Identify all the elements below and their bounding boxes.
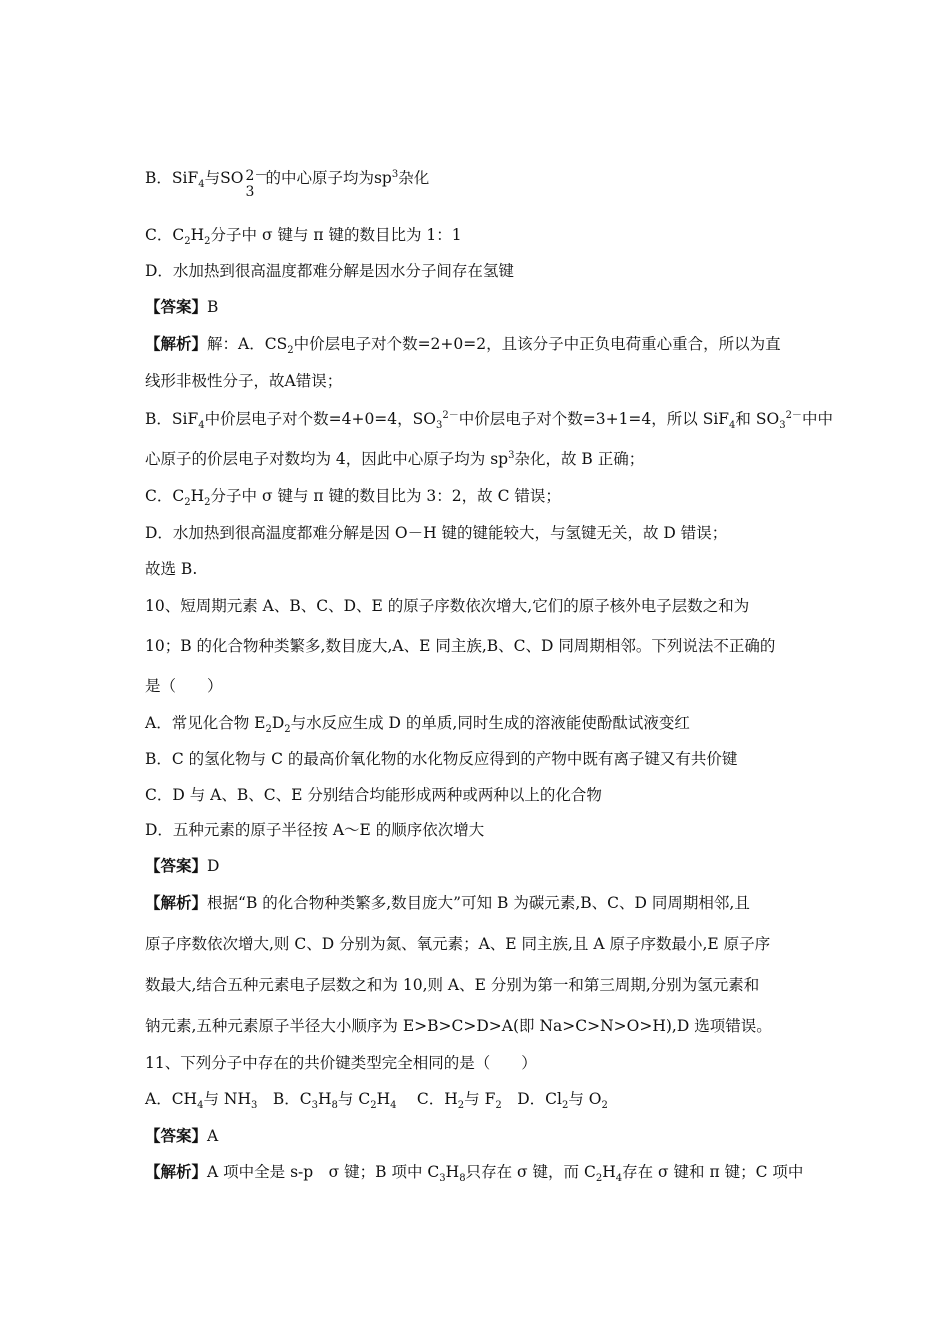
question-11: 11、下列分子中存在的共价键类型完全相同的是（ ）: [145, 1054, 537, 1072]
explanation-10-line-3: 数最大,结合五种元素电子层数之和为 10,则 A、E 分别为第一和第三周期,分别为氢元素和: [145, 976, 760, 994]
explanation-9-line-7: 故选 B.: [145, 560, 198, 578]
explanation-9-line-5: C．$C_2H_2$分子中 σ 键与 π 键的数目比为 3：2，故 C 错误；: [145, 487, 561, 509]
answer-11: 【答案】A: [145, 1126, 219, 1145]
q11-options: A．$CH_4$与 $NH_3$ B．$C_3H_8$与 $C_2H_4$ C．$H_2$与 $F_2$ D．$Cl_2$与 $O_2$: [145, 1090, 608, 1112]
question-10-line-1: 10、短周期元素 A、B、C、D、E 的原子序数依次增大,它们的原子核外电子层数之和为: [145, 597, 750, 615]
answer-10: 【答案】D: [145, 856, 220, 875]
so3-charge-stack: 2－ 3: [245, 168, 269, 200]
q9-option-d: D．水加热到很高温度都难分解是因水分子间存在氢键: [145, 262, 514, 280]
explanation-9-line-2: 线形非极性分子，故A错误；: [145, 372, 343, 390]
explanation-9-line-4: 心原子的价层电子对数均为 4，因此中心原子均为 $sp^3$杂化，故 B 正确；: [145, 449, 645, 468]
explanation-10-line-2: 原子序数依次增大,则 C、D 分别为氮、氧元素；A、E 同主族,且 A 原子序数最小,E 原子序: [145, 935, 771, 953]
explanation-11-line-1: 【解析】A 项中全是 s-p σ 键；B 项中 $C_3H_8$只存在 σ 键，而 $C_2H_4$存在 σ 键和 π 键；C 项中: [145, 1162, 804, 1185]
explanation-10-line-4: 钠元素,五种元素原子半径大小顺序为 E>B>C>D>A(即 Na>C>N>O>H),D 选项错误。: [145, 1017, 772, 1035]
q9-option-c: C．$C_2H_2$分子中 σ 键与 π 键的数目比为 1：1: [145, 226, 462, 248]
explanation-9-line-1: 【解析】解：A．$CS_2$中价层电子对个数=2+0=2，且该分子中正负电荷重心重合，所以为直: [145, 334, 781, 357]
answer-9: 【答案】B: [145, 297, 219, 316]
explanation-10-line-1: 【解析】根据“B 的化合物种类繁多,数目庞大”可知 B 为碳元素,B、C、D 同周期相邻,且: [145, 893, 750, 912]
q10-option-b: B．C 的氢化物与 C 的最高价氧化物的水化物反应得到的产物中既有离子键又有共价键: [145, 750, 738, 768]
q10-option-c: C．D 与 A、B、C、E 分别结合均能形成两种或两种以上的化合物: [145, 786, 602, 804]
q10-option-d: D．五种元素的原子半径按 A～E 的顺序依次增大: [145, 821, 485, 839]
explanation-9-line-6: D．水加热到很高温度都难分解是因 O－H 键的键能较大，与氢键无关，故 D 错误；: [145, 524, 728, 542]
q10-option-a: A．常见化合物 $E_2D_2$与水反应生成 D 的单质,同时生成的溶液能使酚酞试液变红: [145, 714, 690, 736]
q9-option-b: B．SiF$_4$与SO 2－ 3 的中心原子均为$sp^3$杂化: [145, 168, 430, 200]
question-10-line-3: 是（ ）: [145, 677, 223, 695]
explanation-9-line-3: B．SiF$_4$中价层电子对个数=4+0=4，$SO_3^{2-}$中价层电子对个数=3+1=4，所以 SiF$_4$和 $SO_3^{2-}$中中: [145, 409, 833, 432]
question-10-line-2: 10；B 的化合物种类繁多,数目庞大,A、E 同主族,B、C、D 同周期相邻。下列说法不正确的: [145, 637, 776, 655]
